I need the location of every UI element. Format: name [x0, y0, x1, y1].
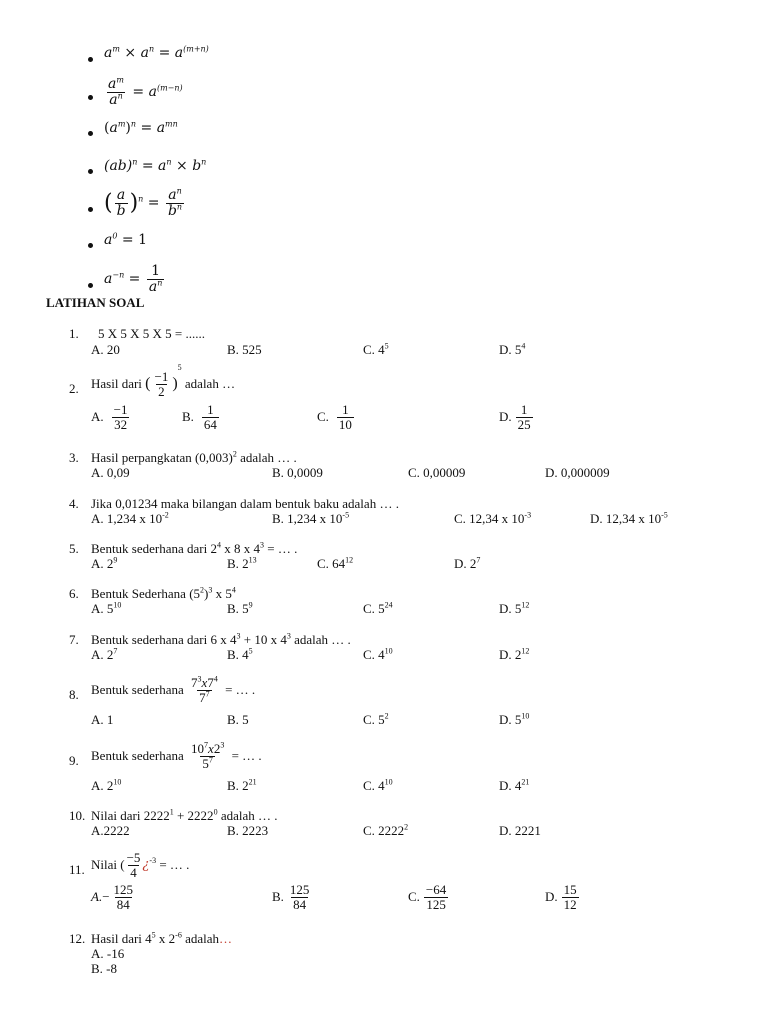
- option-c: C. $4^{10}$: [363, 777, 393, 793]
- rule-power-of-product: $(ab)^n = a^n \times b^n$: [104, 157, 207, 174]
- option-d: D. $5^{10}$: [499, 711, 530, 727]
- option-d: D. $4^{21}$: [499, 777, 530, 793]
- option-b: B. $2^{21}$: [227, 777, 257, 793]
- question-text: Nilai dari $2222^1 + 2222^0$ adalah … .: [91, 807, 278, 823]
- option-c: C. $5^{24}$: [363, 600, 393, 616]
- option-a: A. 20: [91, 342, 120, 357]
- option-c: C. $5^2$: [363, 711, 389, 727]
- option-d: D. $2^7$: [454, 555, 481, 571]
- question-number: 2.: [69, 381, 79, 396]
- question-text: Hasil dari $4^5$ x $2^{-6}$ adalah…: [91, 930, 232, 946]
- option-a: A. 1,234 x $10^{-2}$: [91, 510, 169, 526]
- option-c: C. $64^{12}$: [317, 555, 354, 571]
- option-a: A. $2^7$: [91, 646, 118, 662]
- option-d: D. 12,34 x $10^{-5}$: [590, 510, 668, 526]
- question-text: Bentuk sederhana dari 6 x $4^3 + 10$ x $4^3$ adalah … .: [91, 631, 351, 647]
- question-number: 12.: [69, 931, 86, 946]
- option-d: D. $\frac{15}{12}$: [545, 882, 577, 912]
- option-a: A. 0,09: [91, 465, 130, 480]
- question-text: Bentuk Sederhana $(5^2)^3$ x $5^4$: [91, 585, 236, 601]
- option-b: B. $4^5$: [227, 646, 253, 662]
- rule-power-of-quotient: ( $\frac{a}{b}$ )$^n$ = $\frac{a^n}{b^n}$: [104, 186, 183, 219]
- option-a: A. 1: [91, 712, 114, 727]
- question-number: 7.: [69, 632, 79, 647]
- question-number: 1.: [69, 326, 79, 341]
- question-number: 5.: [69, 541, 79, 556]
- option-a: A. $5^{10}$: [91, 600, 122, 616]
- rule-power-of-power: $(a^m)^n = a^{mn}$: [104, 119, 178, 136]
- bullet-icon: [88, 95, 93, 100]
- rule-zero-exponent: $a^0 = 1$: [104, 231, 148, 248]
- question-number: 4.: [69, 496, 79, 511]
- question-text: Bentuk sederhana $\frac{10^7x2^3}{5^7}$ = … .: [91, 740, 262, 771]
- option-b: B. $5^9$: [227, 600, 253, 616]
- option-b: B. 0,0009: [272, 465, 323, 480]
- question-number: 6.: [69, 586, 79, 601]
- option-c: C. $4^5$: [363, 341, 389, 357]
- option-d: D. $2^{12}$: [499, 646, 530, 662]
- question-number: 11.: [69, 862, 85, 877]
- question-number: 8.: [69, 687, 79, 702]
- option-d: D. 0,000009: [545, 465, 610, 480]
- question-text: Nilai ( $\frac{-5}{4}$ ¿$^{-3}$ = … .: [91, 850, 190, 880]
- option-c: C. 12,34 x $10^{-3}$: [454, 510, 532, 526]
- rule-negative-exponent: $a^{-n}$ = $\frac{1}{a^n}$: [104, 263, 163, 295]
- option-d: D. $5^{12}$: [499, 600, 530, 616]
- option-d: D. $\frac{1}{25}$: [499, 402, 531, 432]
- bullet-icon: [88, 131, 93, 136]
- option-a: A.− $\frac{125}{84}$: [91, 882, 134, 912]
- question-text: Bentuk sederhana $\frac{7^3x7^4}{7^7}$ = … .: [91, 674, 256, 705]
- option-a: A. -16: [91, 946, 125, 961]
- option-a: A.2222: [91, 823, 130, 838]
- option-a: A. $2^9$: [91, 555, 118, 571]
- option-c: C. 0,00009: [408, 465, 466, 480]
- question-number: 3.: [69, 450, 79, 465]
- bullet-icon: [88, 283, 93, 288]
- option-d: D. $5^4$: [499, 341, 526, 357]
- option-b: B. $\frac{1}{64}$: [182, 402, 217, 432]
- question-text: Hasil perpangkatan $(0,003)^2$ adalah … .: [91, 449, 297, 465]
- option-c: C. $\frac{1}{10}$: [317, 402, 352, 432]
- option-b: B. $2^{13}$: [227, 555, 257, 571]
- option-a: A. $2^{10}$: [91, 777, 122, 793]
- question-text: Jika 0,01234 maka bilangan dalam bentuk baku adalah … .: [91, 496, 399, 511]
- option-c: C. $\frac{-64}{125}$: [408, 882, 447, 912]
- question-text: 5 X 5 X 5 X 5 = ......: [98, 326, 205, 341]
- rule-quotient: $\frac{a^m}{a^n}$ = $a^{(m-n)}$: [108, 75, 183, 108]
- option-b: B. 5: [227, 712, 249, 727]
- question-number: 9.: [69, 753, 79, 768]
- bullet-icon: [88, 243, 93, 248]
- option-d: D. 2221: [499, 823, 541, 838]
- section-title: LATIHAN SOAL: [46, 295, 145, 310]
- option-b: B. 525: [227, 342, 262, 357]
- question-text: Hasil dari ( $\frac{-1}{2}$ )$^5$ adalah …: [91, 363, 236, 399]
- bullet-icon: [88, 169, 93, 174]
- bullet-icon: [88, 207, 93, 212]
- option-c: C. $4^{10}$: [363, 646, 393, 662]
- option-b: B. 1,234 x $10^{-5}$: [272, 510, 350, 526]
- option-b: B. -8: [91, 961, 117, 976]
- question-text: Bentuk sederhana dari $2^4$ x 8 x $4^3$ = … .: [91, 540, 298, 556]
- option-a: A. $\frac{-1}{32}$: [91, 402, 128, 432]
- question-number: 10.: [69, 808, 86, 823]
- rule-product: $a^m \times a^n = a^{(m+n)}$: [104, 44, 209, 61]
- bullet-icon: [88, 57, 93, 62]
- option-b: B. $\frac{125}{84}$: [272, 882, 310, 912]
- option-c: C. 2222$^2$: [363, 822, 409, 838]
- option-b: B. 2223: [227, 823, 269, 838]
